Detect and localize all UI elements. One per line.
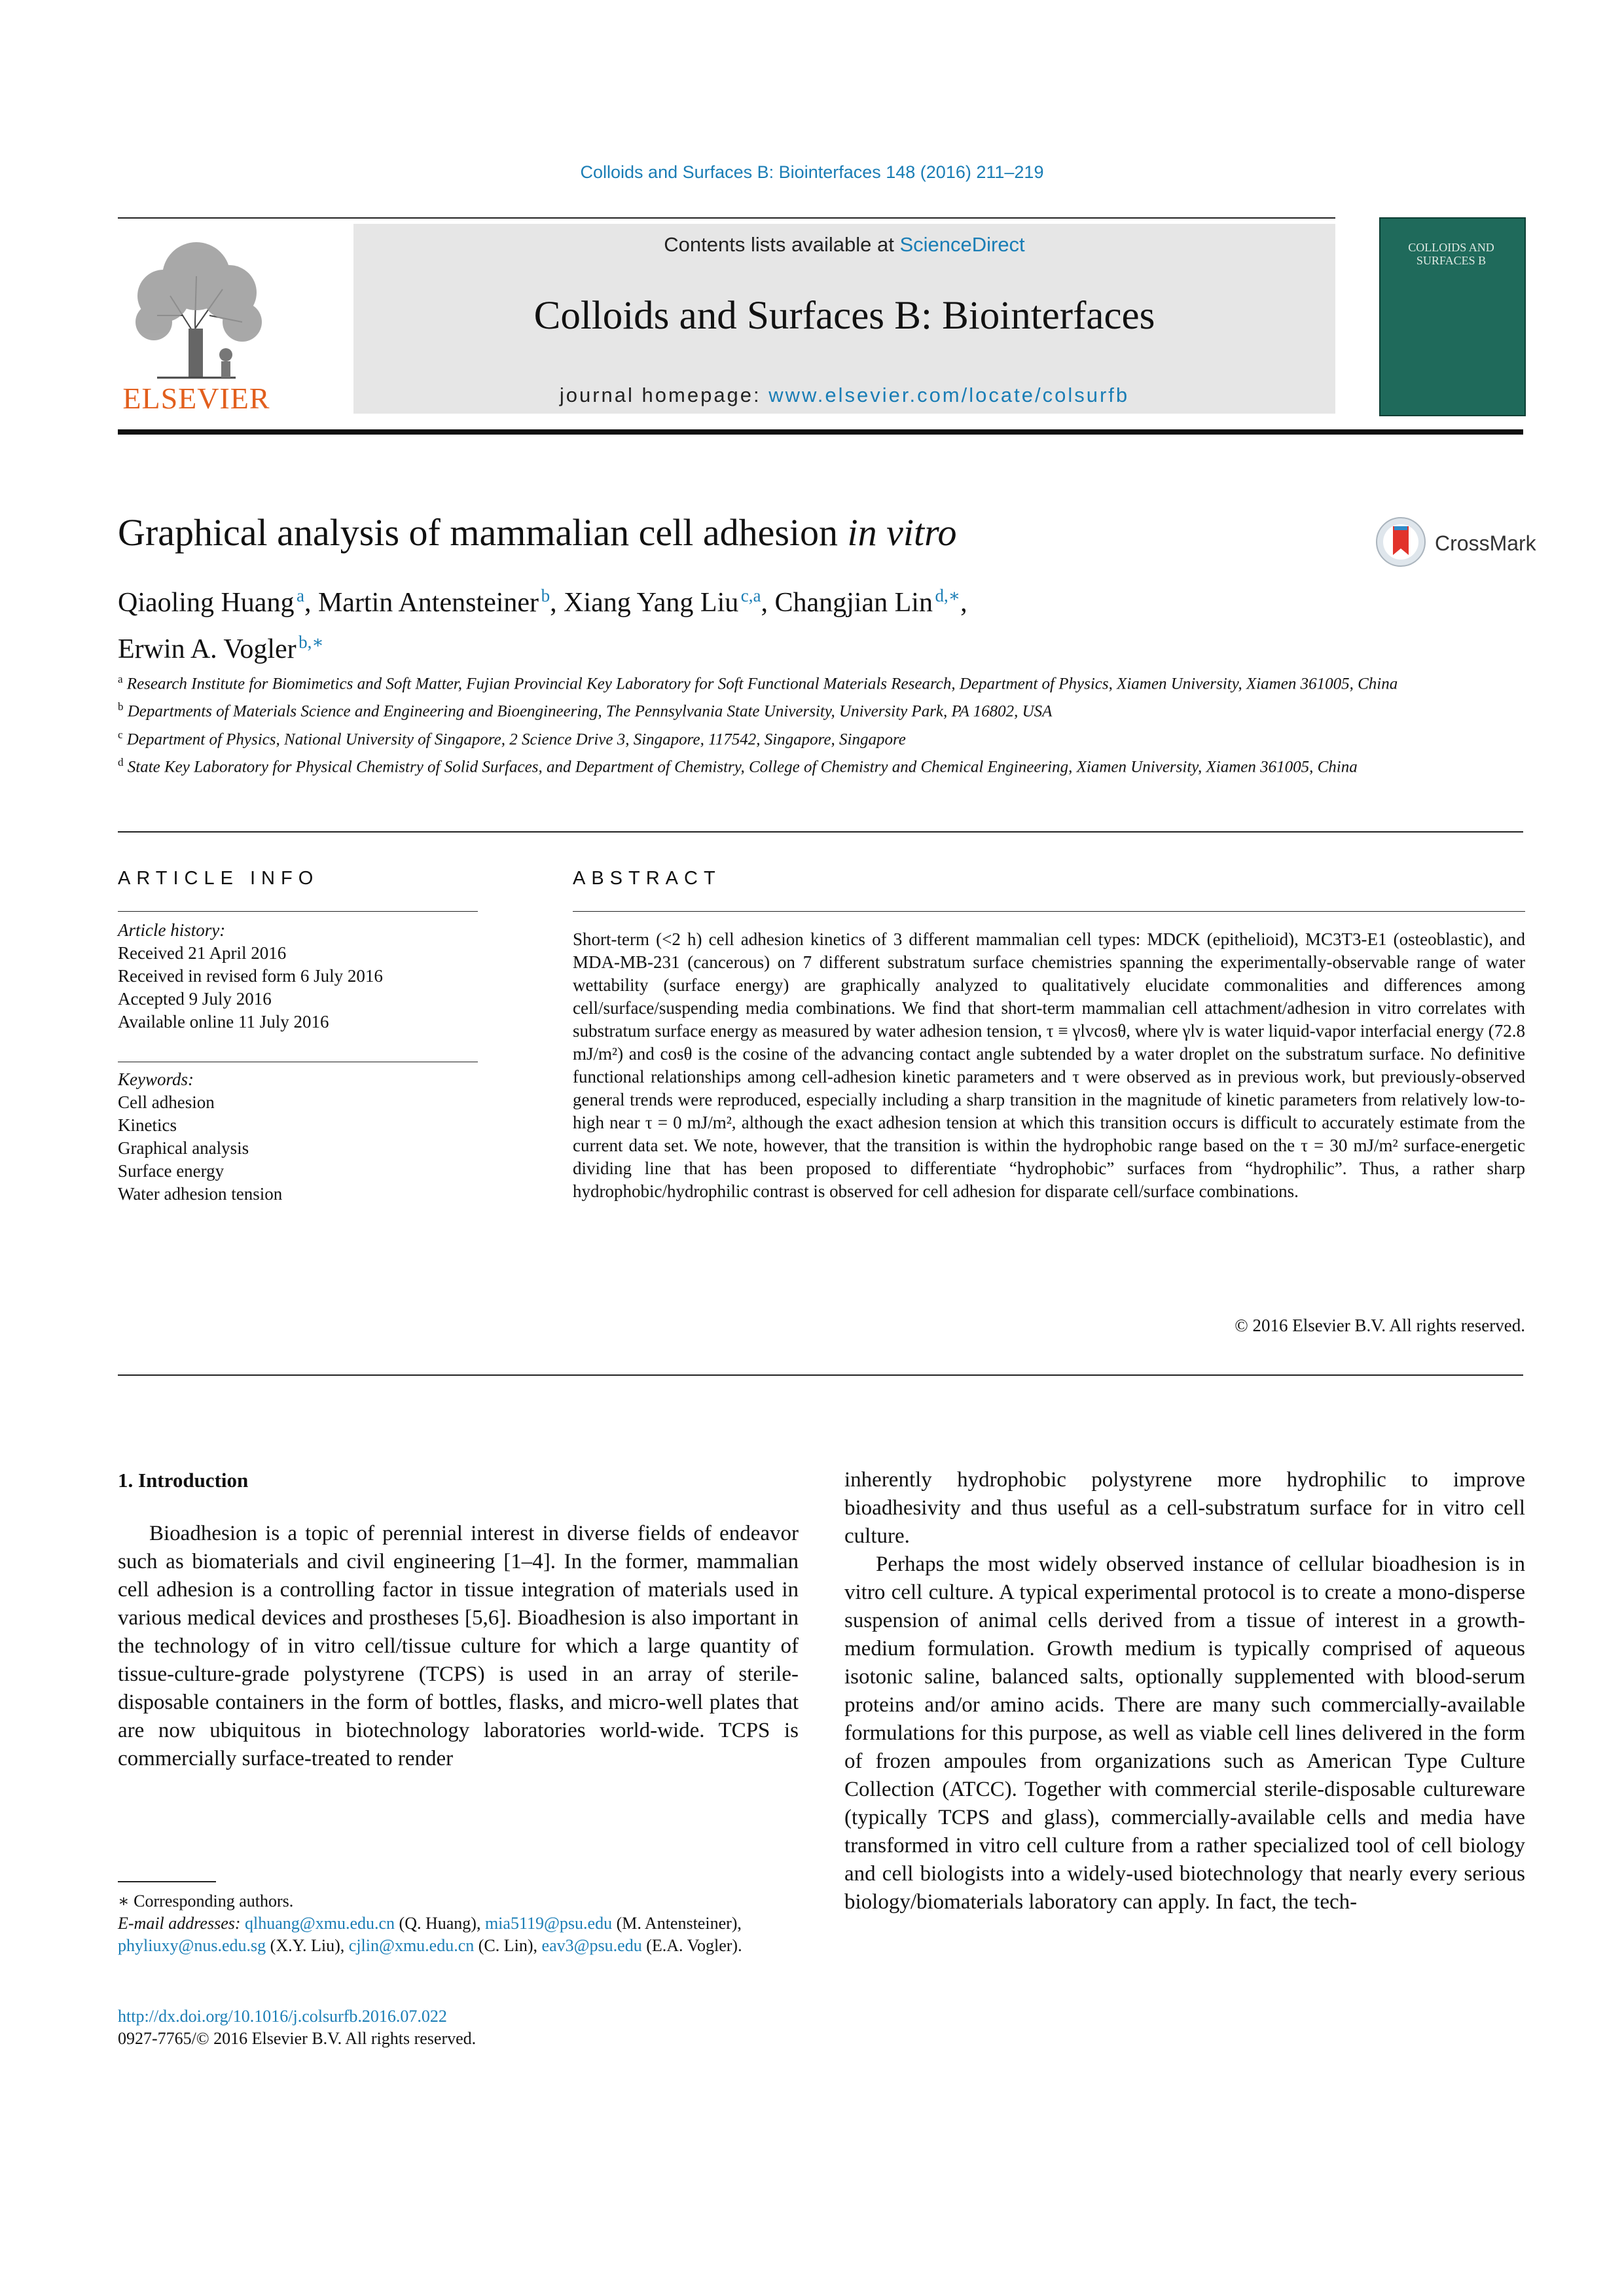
homepage-link[interactable]: www.elsevier.com/locate/colsurfb: [768, 384, 1130, 406]
affiliation-marker: c: [118, 728, 123, 741]
corresponding-authors-note: ∗ Corresponding authors.: [118, 1892, 294, 1910]
divider: [573, 911, 1525, 912]
article-identifiers: [118, 2005, 476, 2050]
journal-title: Colloids and Surfaces B: Biointerfaces: [533, 294, 1155, 338]
contents-prefix: Contents lists available at: [664, 233, 900, 256]
history-item: Received 21 April 2016: [118, 943, 287, 963]
email-owner: (C. Lin),: [474, 1936, 542, 1955]
body-paragraph: Perhaps the most widely observed instance of cellular bioadhesion is in vitro cell culture. A typical experimental protocol is to create a mono-disperse suspension of animal cells derived from a tissue of interest in a growth-medium formulation. Growth medium is typically comprised of aqueous isotonic saline, balanced salts, optionally supplemented with blood-serum proteins and/or amino acids. There are many such commercially-available formulations for this purpose, as well as viable cell lines delivered in the form of frozen ampoules from organizations such as American Type Culture Collection (ATCC). Together with commercial sterile-disposable cultureware (typically TCPS and glass), commercially-available cells and media have transformed in vitro cell culture from a rather specialized tool of cell biology and cell biologists into a widely-used biotechnology that nearly every serious biology/biomaterials laboratory can apply. In fact, the tech-: [844, 1552, 1525, 1914]
article-title: [118, 511, 957, 554]
abstract-copyright: © 2016 Elsevier B.V. All rights reserved.: [1235, 1316, 1525, 1335]
keyword-item: Cell adhesion: [118, 1092, 215, 1112]
affiliation-marker: b: [118, 700, 124, 713]
article-history: [118, 919, 484, 1033]
homepage-prefix: journal homepage:: [559, 384, 769, 406]
issn-copyright: 0927-7765/© 2016 Elsevier B.V. All rights reserved.: [118, 2029, 477, 2048]
journal-homepage: [353, 384, 1335, 407]
body-paragraph: inherently hydrophobic polystyrene more hydrophilic to improve bioadhesivity and thus useful as a cell-substratum surface for in vitro cell culture.: [844, 1468, 1525, 1548]
keyword-item: Surface energy: [118, 1161, 225, 1181]
author-name: Xiang Yang Liu: [564, 588, 739, 618]
contents-available: [353, 233, 1335, 257]
doi-link[interactable]: http://dx.doi.org/10.1016/j.colsurfb.2016.07.022: [118, 2007, 447, 2026]
email-link[interactable]: mia5119@psu.edu: [484, 1914, 613, 1933]
author-name: Qiaoling Huang: [118, 588, 295, 618]
keyword-item: Graphical analysis: [118, 1138, 249, 1158]
sciencedirect-link[interactable]: ScienceDirect: [899, 233, 1025, 256]
history-item: Available online 11 July 2016: [118, 1012, 329, 1031]
affiliation-item: [118, 751, 1523, 778]
author-affiliation-link[interactable]: d,∗: [935, 586, 961, 605]
keywords: [118, 1068, 484, 1206]
email-owner: (E.A. Vogler).: [641, 1936, 742, 1955]
author-affiliation-link[interactable]: b: [541, 586, 550, 605]
keywords-label: Keywords:: [118, 1069, 194, 1089]
article-title-italic: in vitro: [847, 511, 957, 554]
author-name: Erwin A. Vogler: [118, 634, 297, 664]
divider: [118, 1374, 1523, 1376]
divider: [118, 911, 478, 912]
affiliation-text: State Key Laboratory for Physical Chemistry of Solid Surfaces, and Department of Chemistry, College of Chemistry and Chemical Engineering, Xiamen University, Xiamen 361005, China: [127, 758, 1358, 776]
affiliation-marker: a: [118, 673, 123, 685]
affiliation-marker: d: [118, 755, 124, 768]
author-affiliation-link[interactable]: c,a: [740, 586, 761, 605]
author-name: Martin Antensteiner: [317, 588, 539, 618]
body-column-left: [118, 1520, 799, 1773]
header-top-rule: [118, 217, 1335, 219]
header-thick-rule: [118, 429, 1523, 435]
email-owner: (M. Antensteiner),: [612, 1914, 742, 1933]
article-title-main: Graphical analysis of mammalian cell adhesion: [118, 511, 848, 554]
author-list: Qiaoling Huang $^a$, Martin Antensteiner $^b$, Xiang Yang Liu $^{c,a}$, Changjian Lin $^{d,∗}$, Erwin A. Vogler $^{b,∗}$: [118, 586, 967, 664]
crossmark-label[interactable]: CrossMark: [1435, 531, 1536, 555]
affiliation-item: [118, 695, 1523, 723]
author-affiliation-link[interactable]: a: [296, 586, 304, 605]
email-owner: (Q. Huang),: [395, 1914, 485, 1933]
elsevier-wordmark: ELSEVIER: [122, 382, 270, 415]
email-link[interactable]: phyliuxy@nus.edu.sg: [118, 1936, 266, 1955]
email-link[interactable]: cjlin@xmu.edu.cn: [348, 1936, 475, 1955]
affiliation-item: [118, 723, 1523, 751]
keyword-item: Water adhesion tension: [118, 1184, 283, 1204]
affiliation-text: Departments of Materials Science and Engineering and Bioengineering, The Pennsylvania State University, University Park, PA 16802, USA: [127, 702, 1053, 721]
affiliation-text: Department of Physics, National University of Singapore, 2 Science Drive 3, Singapore, 117542, Singapore, Singapore: [126, 730, 906, 748]
article-info-heading: ARTICLE INFO: [118, 868, 319, 889]
journal-cover-title: COLLOIDS AND SURFACES B: [1408, 241, 1494, 267]
affiliation-item: [118, 668, 1523, 695]
email-link[interactable]: eav3@psu.edu: [541, 1936, 642, 1955]
email-addresses: [118, 1912, 799, 1957]
author-name: Changjian Lin: [774, 588, 933, 618]
affiliation-list: [118, 668, 1523, 778]
author-affiliation-link[interactable]: b,∗: [298, 632, 324, 652]
email-label: E-mail addresses:: [118, 1914, 241, 1933]
body-paragraph: Bioadhesion is a topic of perennial interest in diverse fields of endeavor such as biomaterials and civil engineering [1–4]. In the former, mammalian cell adhesion is a controlling factor in tissue integration of materials used in various medical devices and prostheses [5,6]. Bioadhesion is also important in the technology of in vitro cell/tissue culture for which a large quantity of tissue-culture-grade polystyrene (TCPS) is used in an array of sterile-disposable containers in the form of bottles, flasks, and micro-well plates that are now ubiquitous in biotechnology laboratories world-wide. TCPS is commercially surface-treated to render: [118, 1522, 799, 1770]
history-item: Accepted 9 July 2016: [118, 989, 272, 1009]
keyword-item: Kinetics: [118, 1115, 177, 1135]
history-item: Received in revised form 6 July 2016: [118, 966, 383, 986]
footnote-rule: [118, 1881, 216, 1882]
body-column-right: [844, 1466, 1525, 1916]
abstract-heading: ABSTRACT: [573, 868, 721, 889]
affiliation-text: Research Institute for Biomimetics and Soft Matter, Fujian Provincial Key Laboratory for Soft Functional Materials Research, Department of Physics, Xiamen University, Xiamen 361005, China: [126, 675, 1398, 693]
abstract-text: Short-term (<2 h) cell adhesion kinetics of 3 different mammalian cell types: MDCK (epithelioid), MC3T3-E1 (osteoblastic), and MDA-MB-231 (cancerous) on 7 different substratum surface chemistries spanning the experimentally-observable range of water wettability (surface energy) are graphically analyzed to qualitatively elucidate commonalities and differences among cell/surface/suspending media combinations. We find that short-term mammalian cell attachment/adhesion in vitro correlates with substratum surface energy as measured by water adhesion tension, τ ≡ γlvcosθ, where γlv is water liquid-vapor interfacial energy (72.8 mJ/m²) and cosθ is the cosine of the advancing contact angle subtended by a water droplet on the substratum surface. No definitive functional relationships among cell-adhesion kinetic parameters and τ were observed as in previous work, but previously-observed general trends were reproduced, especially including a sharp transition in the magnitude of kinetic parameters from relatively low-to-high near τ = 0 mJ/m², although the exact adhesion tension at which this transition occurs is difficult to accurately estimate from the current data set. We note, however, that the transition is within the hydrophobic range based on the τ = 30 mJ/m² surface-energetic dividing line that has been proposed to differentiate “hydrophobic” surfaces from “hydrophilic”. Thus, a rather sharp hydrophobic/hydrophilic contrast is observed for cell adhesion for disparate cell/surface combinations.: [573, 929, 1525, 1201]
journal-citation[interactable]: Colloids and Surfaces B: Biointerfaces 148 (2016) 211–219: [580, 162, 1044, 182]
divider: [118, 831, 1523, 833]
email-owner: (X.Y. Liu),: [266, 1936, 349, 1955]
abstract-body: [573, 928, 1525, 1203]
email-link[interactable]: qlhuang@xmu.edu.cn: [245, 1914, 395, 1933]
section-title: 1. Introduction: [118, 1469, 249, 1492]
crossmark-icon[interactable]: [1375, 516, 1427, 568]
footnote-block: [118, 1890, 799, 1957]
history-label: Article history:: [118, 920, 226, 940]
